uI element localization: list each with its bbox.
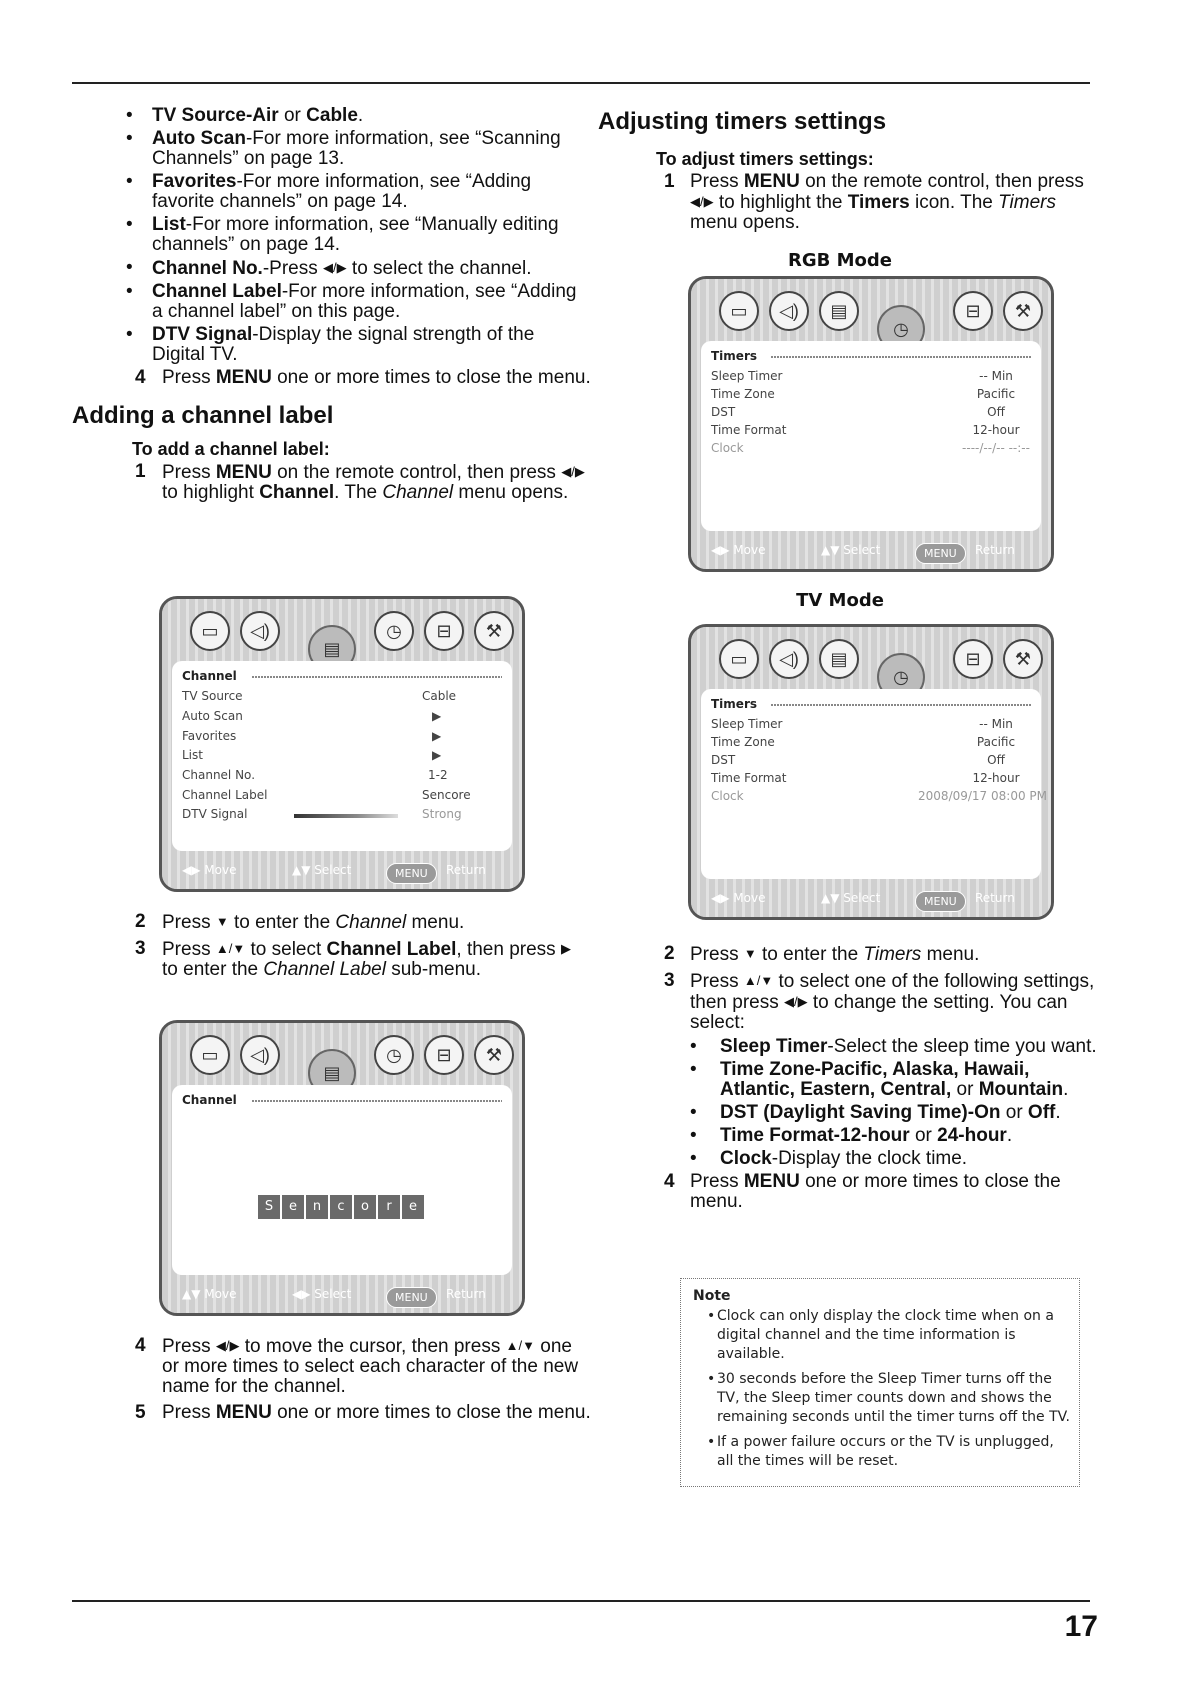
down-arrow-icon: ▼ [743,946,757,961]
channel-menu-screen [159,596,525,892]
menu-title: Channel [182,669,237,683]
list-item: • List-For more information, see “Manually editing channels” on page 14. [152,215,592,255]
list-item: • Time Format-12-hour or 24-hour. [720,1126,1098,1146]
menu-row: Clock ----/--/-- --:-- [711,441,1030,455]
top-rule [72,82,1090,84]
menu-row: Time Zone Pacific [711,735,1016,749]
up-down-arrow-icon: ▲/▼ [743,973,774,988]
step-4-close: 4 Press MENU one or more times to close the menu. [135,367,591,388]
menu-row: Channel No. 1-2 [182,768,448,782]
timers-tv-screen [688,624,1054,920]
label-char: c [330,1195,352,1219]
tv-icon: ▭ [190,611,230,651]
menu-row: Favorites ▶ [182,729,442,743]
label-char: r [378,1195,400,1219]
menu-title: Timers [711,697,758,711]
note-item: • If a power failure occurs or the TV is unplugged, all the times will be reset. [717,1433,1071,1471]
bottom-rule [72,1600,1090,1602]
note-title: Note [693,1288,731,1304]
setup-icon: ⚒ [474,611,514,651]
left-right-arrow-icon: ◀/▶ [323,260,347,275]
menu-row: Auto Scan ▶ [182,709,442,723]
note-item: • 30 seconds before the Sleep Timer turns off the TV, the Sleep timer counts down and shows the remaining seconds until the timer turns off the TV. [717,1370,1071,1427]
menu-row: Time Format 12-hour [711,771,1020,785]
tv-icon: ▭ [719,291,759,331]
menu-row: TV Source Cable [182,689,457,703]
list-item: • Auto Scan-For more information, see “Scanning Channels” on page 13. [152,129,592,169]
page-number: 17 [1064,1610,1098,1643]
list-item: • DST (Daylight Saving Time)-On or Off. [720,1103,1098,1123]
menu-footer: ◀▶ Move ▲▼ Select MENU Return [182,857,502,883]
menu-row: Channel Label Sencore [182,788,471,802]
timers-panel [701,689,1047,879]
channel-label-edit-screen [159,1020,525,1316]
label-char: o [354,1195,376,1219]
timers-rgb-screen [688,276,1054,572]
left-column-mid [72,912,592,984]
menu-footer: ▲▼ Move ◀▶ Select MENU Return [182,1281,502,1307]
up-down-arrow-icon: ▲/▼ [505,1338,535,1353]
signal-strength-bar [294,814,398,818]
channel-menu-panel [172,661,512,851]
label-char: e [402,1195,424,1219]
channel-label-panel [172,1085,512,1275]
step-1-timers: 1 Press MENU on the remote control, then press ◀/▶ to highlight the Timers icon. The Timers menu opens. [664,171,1084,233]
list-item: • Time Zone-Pacific, Alaska, Hawaii, Atlantic, Eastern, Central, or Mountain. [720,1060,1098,1100]
section-heading-timers: Adjusting timers settings [598,108,887,135]
audio-icon: ◁) [769,639,809,679]
list-item: • TV Source-Air or Cable. [152,106,592,126]
timer-icon: ◷ [877,305,925,353]
menu-row: DTV Signal Strong [182,807,462,821]
subheading-timers: To adjust timers settings: [656,149,874,169]
left-right-arrow-icon: ◀/▶ [215,1338,240,1353]
list-item: • Channel No.-Press ◀/▶ to select the channel. [152,258,592,279]
label-char: S [258,1195,280,1219]
step-1-channel: 1 Press MENU on the remote control, then press ◀/▶ to highlight Channel. The Channel menu opens. [135,461,585,503]
section-heading-channel-label: Adding a channel label [72,402,334,429]
label-char: e [282,1195,304,1219]
menu-footer: ◀▶ Move ▲▼ Select MENU Return [711,537,1031,563]
down-arrow-icon: ▼ [215,914,229,929]
menu-row: List ▶ [182,748,442,762]
menu-title: Timers [711,349,758,363]
list-item: • Clock-Display the clock time. [720,1149,1098,1169]
setup-icon: ⚒ [1003,639,1043,679]
menu-row: Sleep Timer -- Min [711,717,1013,731]
channel-options-list [72,106,592,365]
channel-icon: ▤ [308,625,356,673]
tv-icon: ▭ [190,1035,230,1075]
menu-footer: ◀▶ Move ▲▼ Select MENU Return [711,885,1031,911]
tv-mode-caption: TV Mode [796,590,884,611]
list-item: • DTV Signal-Display the signal strength of the Digital TV. [152,325,592,365]
right-column-bottom [598,944,1098,1216]
step-5-close: 5 Press MENU one or more times to close the menu. [135,1402,591,1423]
step-4-move-cursor: 4 Press ◀/▶ to move the cursor, then press ▲/▼ one or more times to select each character of the new name for the channel. [135,1335,579,1397]
step-3-select: 3 Press ▲/▼ to select Channel Label, then press ▶ to enter the Channel Label sub-menu. [135,938,571,980]
menu-row: Clock 2008/09/17 08:00 PM [711,789,1047,803]
setup-icon: ⚒ [474,1035,514,1075]
label-character-cells[interactable] [258,1195,426,1219]
left-column [72,106,592,507]
label-char: n [306,1195,328,1219]
left-right-arrow-icon: ◀/▶ [690,194,714,209]
audio-icon: ◁) [240,1035,280,1075]
lock-icon: ⊟ [953,639,993,679]
step-2-enter-timers: 2 Press ▼ to enter the Timers menu. [664,943,980,965]
menu-row: Time Format 12-hour [711,423,1020,437]
menu-row: Sleep Timer -- Min [711,369,1013,383]
up-down-arrow-icon: ▲/▼ [215,941,246,956]
lock-icon: ⊟ [424,1035,464,1075]
note-box [680,1278,1080,1487]
rgb-mode-caption: RGB Mode [788,250,892,271]
timers-panel [701,341,1041,531]
menu-title: Channel [182,1093,237,1107]
left-column-bottom [72,1336,592,1427]
note-item: • Clock can only display the clock time when on a digital channel and the time information is available. [717,1307,1071,1364]
setup-icon: ⚒ [1003,291,1043,331]
timer-options-list [598,1037,1098,1169]
timer-icon: ◷ [374,1035,414,1075]
timer-icon: ◷ [877,653,925,701]
channel-icon: ▤ [819,639,859,679]
list-item: • Channel Label-For more information, see “Adding a channel label” on this page. [152,282,592,322]
tv-icon: ▭ [719,639,759,679]
channel-icon: ▤ [308,1049,356,1097]
step-4-close-timers: 4 Press MENU one or more times to close the menu. [664,1171,1061,1212]
subheading-channel-label: To add a channel label: [132,439,330,459]
right-column [598,108,1098,237]
left-right-arrow-icon: ◀/▶ [561,464,585,479]
step-2-enter: 2 Press ▼ to enter the Channel menu. [135,911,465,933]
menu-row: Time Zone Pacific [711,387,1016,401]
right-arrow-icon: ▶ [560,941,571,956]
list-item: • Favorites-For more information, see “Adding favorite channels” on page 14. [152,172,592,212]
timer-icon: ◷ [374,611,414,651]
left-right-arrow-icon: ◀/▶ [784,994,808,1009]
menu-row: DST Off [711,405,1005,419]
audio-icon: ◁) [769,291,809,331]
menu-row: DST Off [711,753,1005,767]
audio-icon: ◁) [240,611,280,651]
list-item: • Sleep Timer-Select the sleep time you want. [720,1037,1098,1057]
step-3-select-setting: 3 Press ▲/▼ to select one of the following settings, then press ◀/▶ to change the setting. You can select: [664,970,1095,1033]
lock-icon: ⊟ [424,611,464,651]
lock-icon: ⊟ [953,291,993,331]
channel-icon: ▤ [819,291,859,331]
